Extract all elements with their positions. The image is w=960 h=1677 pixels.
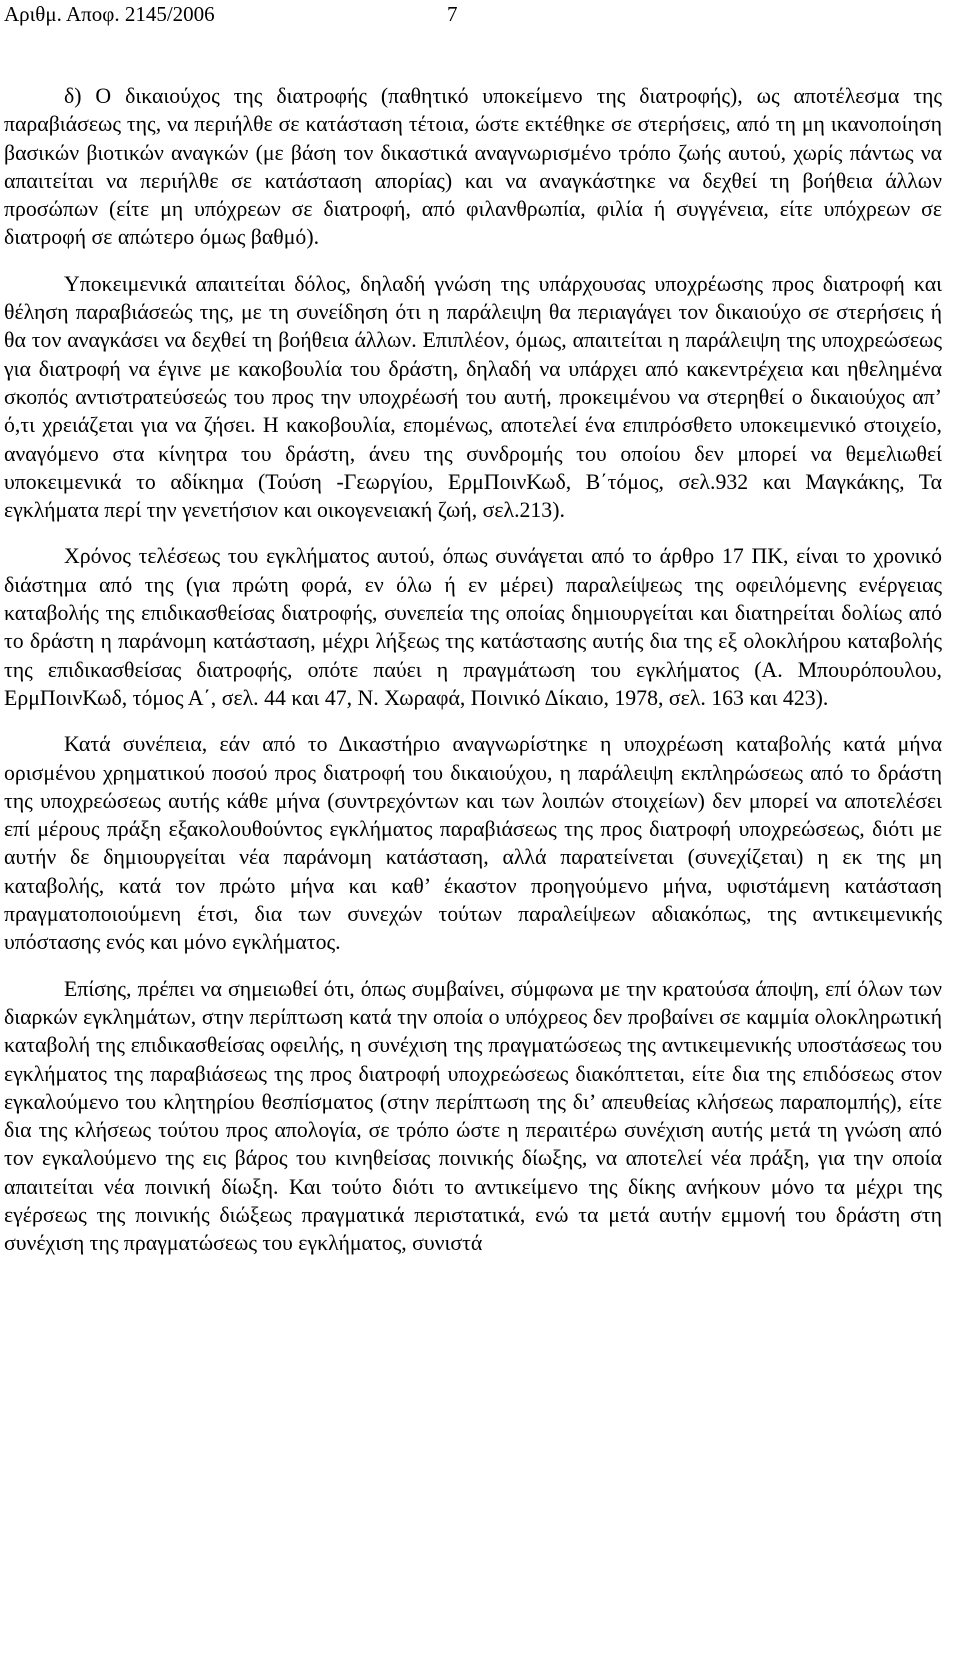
paragraph-5: Επίσης, πρέπει να σημειωθεί ότι, όπως συμβαίνει, σύμφωνα με την κρατούσα άποψη, επί όλων των διαρκών εγκλημάτων, στην περίπτωση κατά την οποία ο υπόχρεος δεν προβαίνει σε καμμία ολοκληρωτική καταβολή της επιδικασθείσας οφειλής, η συνέχιση της πραγματώσεως της αντικειμενικής υποστάσεως του εγκλήματος της παραβιάσεως της προς διατροφή υποχρεώσεως διακόπτεται, είτε δια της επιδόσεως στον εγκαλούμενο του κλητηρίου θεσπίσματος (στην περίπτωση της δι’ απευθείας κλήσεως παραπομπής), είτε δια της κλήσεως τούτου προς απολογία, σε τρόπο ώστε η περαιτέρω συνέχιση αυτής μετά τη γνώση από τον εγκαλούμενο της εις βάρος του κινηθείσας ποινικής δίωξης, να αποτελεί νέα πράξη, για την οποία απαιτείται νέα ποινική δίωξη. Και τούτο διότι το αντικείμενο της δίκης ανήκουν μόνο τα μέχρι της εγέρσεως της ποινικής διώξεως πραγματικά περιστατικά, ενώ τα μετά αυτήν εμμονή του δράστη στη συνέχιση της πραγματώσεως του εγκλήματος, συνιστά (4, 976, 942, 1256)
paragraph-1: δ) Ο δικαιούχος της διατροφής (παθητικό υποκείμενο της διατροφής), ως αποτέλεσμα της παραβιάσεως της, να περιήλθε σε κατάσταση τέτοια, ώστε εκτέθηκε σε στερήσεις, από τη μη ικανοποίηση βασικών βιοτικών αναγκών (με βάση τον δικαστικά αναγνωρισμένο τρόπο ζωής αυτού, χωρίς πάντως να απαιτείται να περιήλθε σε κατάσταση απορίας) και να αναγκάστηκε να δεχθεί τη βοήθεια άλλων προσώπων (είτε μη υπόχρεων σε διατροφή, από φιλανθρωπία, φιλία ή συγγένεια, είτε υπόχρεων σε διατροφή σε απώτερο όμως βαθμό). (4, 84, 942, 250)
paragraph-3: Χρόνος τελέσεως του εγκλήματος αυτού, όπως συνάγεται από το άρθρο 17 ΠΚ, είναι το χρονικό διάστημα από της (για πρώτη φορά, εν όλω ή εν μέρει) παραλείψεως της οφειλόμενης ενέργειας καταβολής της επιδικασθείσας διατροφής, συνεπεία της οποίας δημιουργείται και διατηρείται δολίως από το δράστη η παράνομη κατάσταση, μέχρι λήξεως της κατάστασης αυτής δια της εξ ολοκλήρου καταβολής της επιδικασθείσας διατροφής, οπότε παύει η πραγμάτωση του εγκλήματος (Α. Μπουρόπουλου, ΕρμΠοινΚωδ, τόμος Α΄, σελ. 44 και 47, Ν. Χωραφά, Ποινικό Δίκαιο, 1978, σελ. 163 και 423). (4, 544, 942, 710)
page-header (4, 0, 458, 28)
body-text (4, 82, 942, 1276)
decision-number: Αριθμ. Αποφ. 2145/2006 (4, 2, 215, 26)
page-number: 7 (447, 2, 458, 26)
paragraph-4: Κατά συνέπεια, εάν από το Δικαστήριο αναγνωρίστηκε η υποχρέωση καταβολής κατά μήνα ορισμένου χρηματικού ποσού προς διατροφή του δικαιούχου, η παράλειψη εκπληρώσεως από το δράστη της υποχρεώσεως αυτής κάθε μήνα (συντρεχόντων και των λοιπών στοιχείων) δεν μπορεί να αποτελέσει επί μέρους πράξη εξακολουθούντος εγκλήματος παραβιάσεως της προς διατροφή υποχρεώσεως, διότι με αυτήν δε δημιουργείται νέα παράνομη κατάσταση, αλλά παρατείνεται (συνεχίζεται) η εκ της μη καταβολής, κατά τον πρώτο μήνα και καθ’ έκαστον προηγούμενο μήνα, υφιστάμενη κατάσταση πραγματοποιούμενη έτσι, δια των συνεχών τούτων παραλείψεων αδιακόπως, της αντικειμενικής υπόστασης ενός και μόνο εγκλήματος. (4, 732, 942, 955)
paragraph-2: Υποκειμενικά απαιτείται δόλος, δηλαδή γνώση της υπάρχουσας υποχρέωσης προς διατροφή και θέληση παραβιάσεώς της, με τη συνείδηση ότι η παράλειψη θα περιαγάγει τον δικαιούχο σε στερήσεις ή θα τον αναγκάσει να δεχθεί τη βοήθεια άλλων. Επιπλέον, όμως, απαιτείται η παράλειψη της υποχρεώσεως για διατροφή να έγινε με κακοβουλία του δράστη, δηλαδή να υπάρχει από κακεντρέχεια και ηθελημένα σκοπός αντιστρατεύσεώς του προς την υποχρέωσή του αυτή, προκειμένου να στερηθεί ο δικαιούχος απ’ ό,τι χρειάζεται για να ζήσει. Η κακοβουλία, επομένως, αποτελεί ένα επιπρόσθετο υποκειμενικό στοιχείο, αναγόμενο στα κίνητρα του δράστη, άνευ της συνδρομής του οποίου δεν μπορεί να θεμελιωθεί υποκειμενικά το αδίκημα (Τούση -Γεωργίου, ΕρμΠοινΚωδ, Β΄τόμος, σελ.932 και Μαγκάκης, Τα εγκλήματα περί την γενετήσιον και οικογενειακή ζωή, σελ.213). (4, 271, 942, 523)
